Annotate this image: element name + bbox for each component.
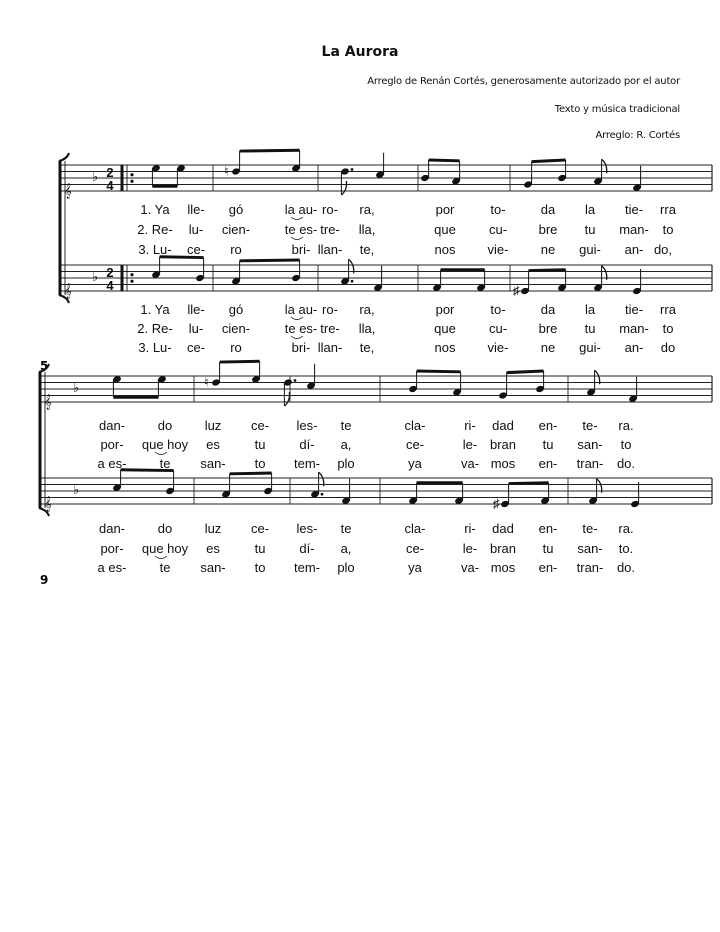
lyric-syllable: 2. Re- — [137, 321, 173, 336]
lyric-syllable: dí- — [299, 437, 315, 452]
lyric-syllable: to — [620, 437, 632, 452]
lyric-syllable: por — [435, 302, 455, 317]
lyric-syllable: to. — [618, 541, 634, 556]
treble-clef-icon: 𝄞 — [64, 183, 72, 198]
lyric-syllable: bran — [489, 541, 517, 556]
lyric-syllable: te- — [582, 521, 598, 536]
lyric-syllable: lu- — [188, 321, 204, 336]
time-sig-numerator: 2 — [106, 265, 114, 280]
note-beam — [532, 160, 566, 162]
lyric-syllable: bri- — [291, 242, 311, 257]
flat-icon: ♭ — [73, 482, 80, 497]
lyric-syllable: rra — [660, 302, 676, 317]
lyric-syllable: san- — [200, 560, 226, 575]
lyrics-s2-lower-verse1 — [99, 521, 634, 536]
lyric-syllable: san- — [200, 456, 226, 471]
repeat-dot — [130, 273, 133, 276]
lyric-syllable: tie- — [624, 302, 644, 317]
note-beam — [220, 361, 260, 362]
lyric-syllable: lle- — [187, 302, 205, 317]
lyric-syllable: san- — [577, 541, 603, 556]
lyric-syllable: tu — [542, 437, 554, 452]
lyric-syllable: to — [662, 222, 674, 237]
treble-clef-icon: 𝄞 — [44, 394, 52, 409]
lyric-syllable: tu — [254, 541, 266, 556]
lyric-syllable: a, — [340, 437, 352, 452]
lyric-syllable: bre — [538, 321, 558, 336]
lyric-syllable: te — [159, 456, 171, 471]
lyrics-s2-upper-verse1 — [99, 418, 634, 433]
lyric-syllable: les- — [296, 521, 318, 536]
lyric-syllable: ri- — [464, 521, 476, 536]
lyric-syllable: tran- — [576, 456, 604, 471]
lyric-syllable: te — [340, 521, 352, 536]
lyric-syllable: por- — [100, 437, 124, 452]
lyrics-s1-lower-verse2 — [137, 321, 673, 339]
lyric-syllable: que — [434, 222, 456, 237]
lyrics-s1-lower-verse3 — [138, 340, 675, 355]
lyric-syllable: es — [206, 437, 220, 452]
lyric-syllable: ro- — [322, 202, 338, 217]
lyric-syllable: que hoy — [141, 541, 189, 556]
lyric-syllable: te — [340, 418, 352, 433]
lyric-syllable: en- — [538, 456, 558, 471]
lyric-syllable: ce- — [186, 340, 206, 355]
lyric-syllable: ce- — [405, 437, 425, 452]
note-beam — [507, 371, 544, 373]
note-beam — [509, 483, 549, 484]
lyric-syllable: cu- — [488, 321, 508, 336]
lyric-syllable: en- — [538, 560, 558, 575]
staff-system1-lower — [60, 265, 712, 291]
note-beam — [240, 150, 300, 151]
lyric-syllable: bre — [538, 222, 558, 237]
lyric-syllable: 1. Ya — [140, 202, 170, 217]
lyric-syllable: do, — [653, 242, 673, 257]
lyric-syllable: que hoy — [141, 437, 189, 452]
lyric-syllable: gui- — [579, 242, 601, 257]
lyric-syllable: dad — [492, 521, 514, 536]
lyric-syllable: por — [435, 202, 455, 217]
lyric-syllable: an- — [624, 242, 644, 257]
staff-system2-lower — [40, 478, 712, 504]
lyric-syllable: luz — [204, 521, 222, 536]
lyric-syllable: a, — [340, 541, 352, 556]
lyric-syllable: le- — [462, 437, 478, 452]
arranger-credit: Arreglo: R. Cortés — [595, 130, 680, 141]
lyric-syllable: to — [662, 321, 674, 336]
lyric-syllable: tre- — [320, 321, 340, 336]
elision-tie — [155, 556, 167, 559]
lyric-syllable: ya — [408, 560, 422, 575]
lyric-syllable: tu — [542, 541, 554, 556]
elision-tie — [155, 452, 167, 455]
lyric-syllable: plo — [337, 560, 355, 575]
lyric-syllable: dan- — [98, 521, 126, 536]
lyric-syllable: an- — [624, 340, 644, 355]
sharp-icon: ♯ — [493, 496, 500, 511]
lyric-syllable: cla- — [404, 418, 426, 433]
augmentation-dot — [321, 493, 324, 496]
lyric-syllable: do — [157, 521, 173, 536]
augmentation-dot — [351, 280, 354, 283]
lyric-syllable: vie- — [487, 242, 509, 257]
lyric-syllable: rra — [660, 202, 676, 217]
measure-number-9: 9 — [40, 573, 49, 587]
lyric-syllable: 3. Lu- — [138, 340, 172, 355]
lyric-syllable: ne — [540, 242, 556, 257]
lyric-syllable: nos — [434, 340, 456, 355]
treble-clef-icon: 𝄞 — [44, 496, 52, 511]
lyric-syllable: 2. Re- — [137, 222, 173, 237]
lyric-syllable: do. — [616, 560, 636, 575]
flat-icon: ♭ — [73, 380, 80, 395]
lyric-syllable: lu- — [188, 222, 204, 237]
arrangement-note: Arreglo de Renán Cortés, generosamente autorizado por el autor — [367, 76, 680, 87]
lyric-syllable: tu — [584, 321, 596, 336]
lyric-syllable: tie- — [624, 202, 644, 217]
lyric-syllable: gó — [228, 302, 244, 317]
repeat-dot — [130, 280, 133, 283]
lyric-syllable: tu — [254, 437, 266, 452]
elision-tie — [291, 317, 303, 320]
lyric-syllable: plo — [337, 456, 355, 471]
lyric-syllable: en- — [538, 521, 558, 536]
lyric-syllable: mos — [490, 560, 516, 575]
note-beam — [230, 473, 272, 474]
lyric-syllable: llan- — [317, 340, 343, 355]
lyrics-s2-lower-verse2 — [100, 541, 633, 559]
lyric-syllable: ro — [230, 340, 242, 355]
lyric-syllable: ro — [230, 242, 242, 257]
lyric-syllable: 3. Lu- — [138, 242, 172, 257]
lyric-syllable: ri- — [464, 418, 476, 433]
lyrics-s2-upper-verse3 — [98, 456, 635, 471]
lyric-syllable: te, — [359, 242, 375, 257]
lyrics-s1-upper-verse2 — [137, 222, 673, 240]
lyric-syllable: tem- — [294, 456, 320, 471]
lyrics-s1-lower-verse1 — [140, 302, 676, 320]
lyric-syllable: lla, — [358, 321, 376, 336]
lyric-syllable: cu- — [488, 222, 508, 237]
lyric-syllable: ra. — [618, 418, 634, 433]
bracket-hook — [59, 153, 69, 161]
lyric-syllable: cien- — [221, 321, 251, 336]
lyric-syllable: tran- — [576, 560, 604, 575]
lyric-syllable: luz — [204, 418, 222, 433]
note-flag — [284, 392, 289, 406]
sharp-icon: ♯ — [513, 283, 520, 298]
lyric-syllable: da — [540, 202, 556, 217]
lyrics-s1-upper-verse1 — [140, 202, 676, 220]
lyric-syllable: te es- — [284, 222, 318, 237]
lyric-syllable: da — [540, 302, 556, 317]
note-beam — [240, 260, 300, 261]
lyric-syllable: en- — [538, 418, 558, 433]
lyric-syllable: ya — [408, 456, 422, 471]
lyric-syllable: vie- — [487, 340, 509, 355]
lyric-syllable: ce- — [405, 541, 425, 556]
lyric-syllable: ra, — [359, 302, 375, 317]
lyric-syllable: gó — [228, 202, 244, 217]
lyric-syllable: a es- — [97, 560, 127, 575]
elision-tie — [291, 217, 303, 220]
flat-icon: ♭ — [92, 169, 99, 184]
lyric-syllable: 1. Ya — [140, 302, 170, 317]
augmentation-dot — [351, 168, 354, 171]
lyric-syllable: to — [254, 560, 266, 575]
lyric-syllable: por- — [100, 541, 124, 556]
lyric-syllable: la — [584, 302, 596, 317]
lyric-syllable: ce- — [186, 242, 206, 257]
lyric-syllable: man- — [619, 321, 649, 336]
lyric-syllable: te, — [359, 340, 375, 355]
lyric-syllable: do. — [616, 456, 636, 471]
note-beam — [417, 371, 461, 372]
lyric-syllable: bri- — [291, 340, 311, 355]
lyric-syllable: do — [157, 418, 173, 433]
lyric-syllable: le- — [462, 541, 478, 556]
time-sig-denominator: 4 — [106, 278, 114, 293]
lyric-syllable: llan- — [317, 242, 343, 257]
lyric-syllable: tre- — [320, 222, 340, 237]
lyric-syllable: la au- — [284, 202, 318, 217]
lyric-syllable: nos — [434, 242, 456, 257]
elision-tie — [291, 237, 303, 240]
text-music-credit: Texto y música tradicional — [554, 104, 680, 115]
lyric-syllable: to- — [490, 302, 506, 317]
time-sig-denominator: 4 — [106, 178, 114, 193]
lyric-syllable: lla, — [358, 222, 376, 237]
lyric-syllable: to- — [490, 202, 506, 217]
lyric-syllable: ra, — [359, 202, 375, 217]
lyric-syllable: tem- — [294, 560, 320, 575]
lyric-syllable: va- — [460, 456, 480, 471]
lyric-syllable: te- — [582, 418, 598, 433]
lyric-syllable: la — [584, 202, 596, 217]
lyrics-s2-upper-verse2 — [100, 437, 631, 455]
note-beam — [529, 270, 566, 271]
lyric-syllable: do — [660, 340, 676, 355]
lyric-syllable: va- — [460, 560, 480, 575]
note-flag — [341, 181, 346, 195]
lyric-syllable: la au- — [284, 302, 318, 317]
natural-icon: ♮ — [204, 374, 209, 390]
lyric-syllable: te — [159, 560, 171, 575]
lyric-syllable: san- — [577, 437, 603, 452]
lyric-syllable: bran — [489, 437, 517, 452]
lyrics-s2-lower-verse3 — [98, 560, 635, 575]
measure-number-5: 5 — [40, 359, 49, 373]
lyric-syllable: dan- — [98, 418, 126, 433]
lyric-syllable: que — [434, 321, 456, 336]
time-sig-numerator: 2 — [106, 165, 114, 180]
repeat-dot — [130, 180, 133, 183]
lyric-syllable: a es- — [97, 456, 127, 471]
song-title: La Aurora — [321, 44, 399, 60]
lyric-syllable: ce- — [250, 418, 270, 433]
lyric-syllable: ro- — [322, 302, 338, 317]
lyric-syllable: dad — [492, 418, 514, 433]
lyric-syllable: cien- — [221, 222, 251, 237]
repeat-dot — [130, 173, 133, 176]
lyric-syllable: gui- — [579, 340, 601, 355]
lyric-syllable: ra. — [618, 521, 634, 536]
note-beam — [429, 160, 460, 161]
lyric-syllable: dí- — [299, 541, 315, 556]
augmentation-dot — [294, 379, 297, 382]
lyrics-s1-upper-verse3 — [138, 242, 672, 257]
lyric-syllable: cla- — [404, 521, 426, 536]
lyric-syllable: es — [206, 541, 220, 556]
lyric-syllable: to — [254, 456, 266, 471]
lyric-syllable: tu — [584, 222, 596, 237]
lyric-syllable: les- — [296, 418, 318, 433]
lyric-syllable: ce- — [250, 521, 270, 536]
lyric-syllable: mos — [490, 456, 516, 471]
lyric-syllable: lle- — [187, 202, 205, 217]
lyric-syllable: man- — [619, 222, 649, 237]
elision-tie — [291, 336, 303, 339]
lyric-syllable: ne — [540, 340, 556, 355]
treble-clef-icon: 𝄞 — [64, 283, 72, 298]
natural-icon: ♮ — [224, 163, 229, 179]
flat-icon: ♭ — [92, 269, 99, 284]
lyric-syllable: te es- — [284, 321, 318, 336]
